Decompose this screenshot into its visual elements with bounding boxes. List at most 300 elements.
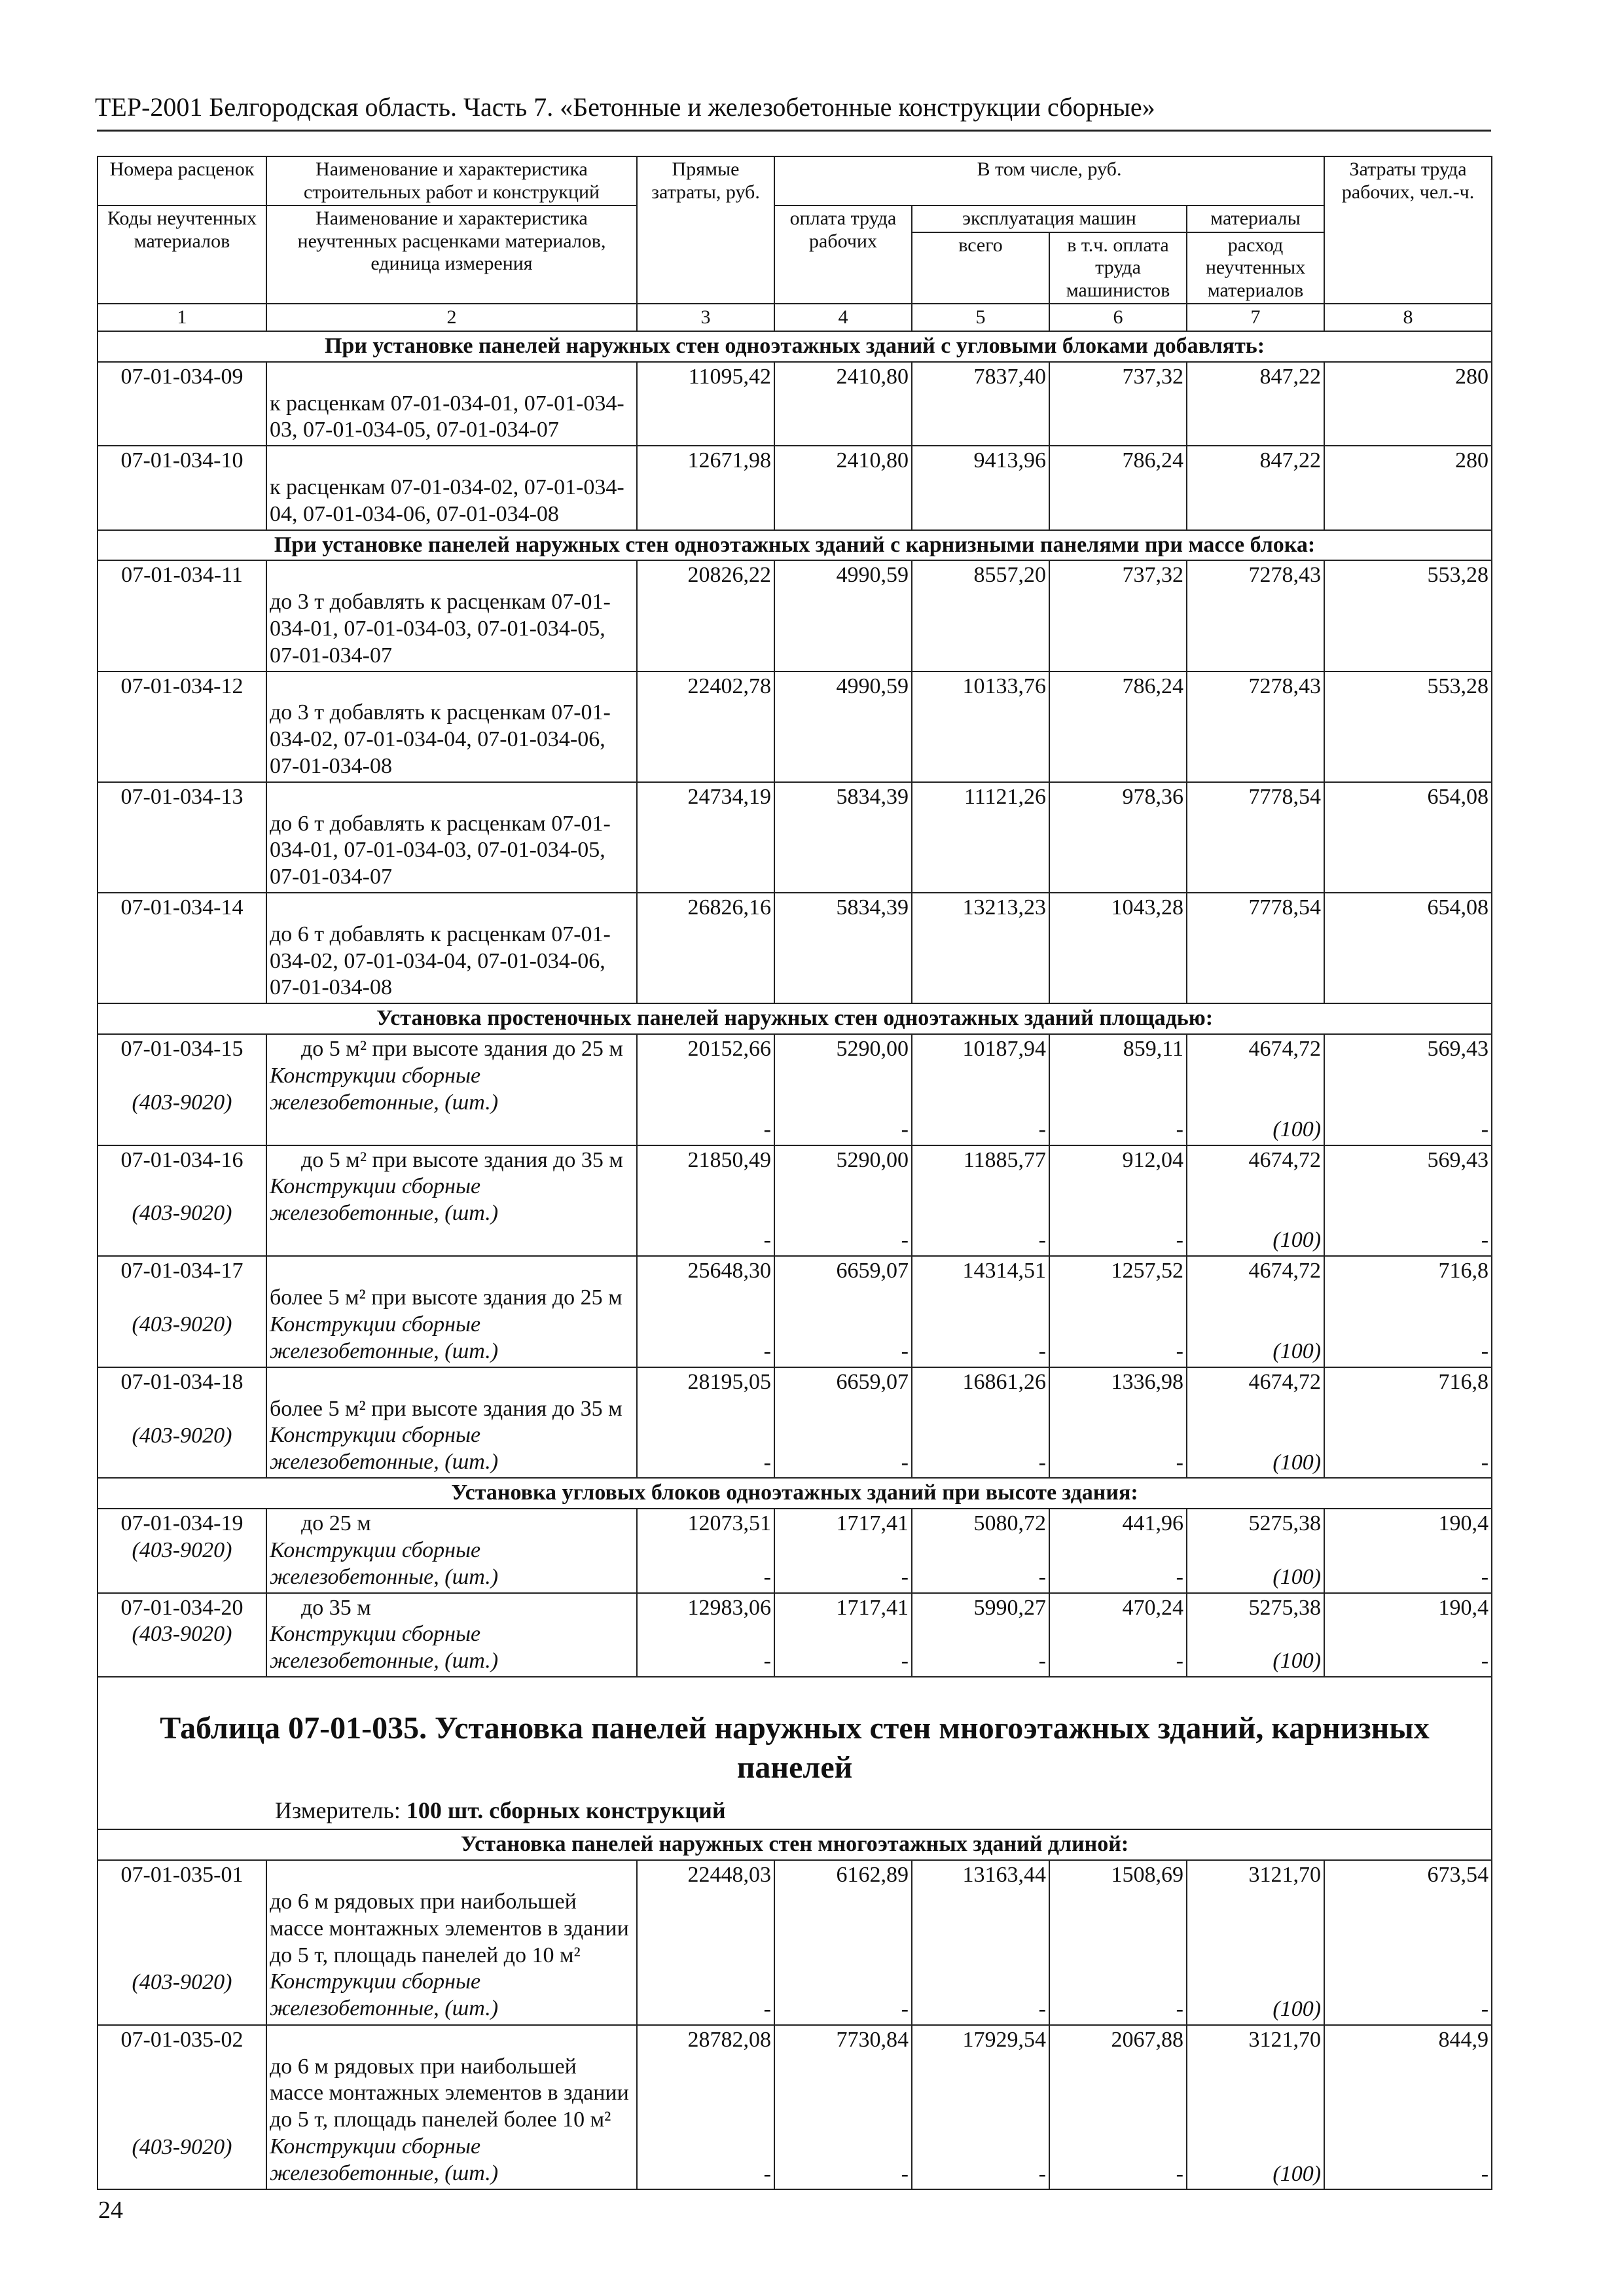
line-spacer bbox=[640, 1537, 771, 1564]
material-value: - bbox=[763, 1450, 771, 1475]
value-cell bbox=[1187, 672, 1324, 782]
col1-header-top: Номера расценок bbox=[98, 156, 266, 206]
rate-value: 9413,96 bbox=[973, 448, 1046, 473]
line-spacer bbox=[915, 1889, 1046, 1996]
page-number: 24 bbox=[98, 2197, 123, 2224]
material-value: (100) bbox=[1272, 1228, 1322, 1253]
value-cell bbox=[1187, 1509, 1324, 1593]
value-cell bbox=[774, 1509, 912, 1593]
value-cell bbox=[637, 1256, 774, 1367]
value-cell bbox=[637, 782, 774, 893]
line-spacer bbox=[1053, 1889, 1183, 1996]
value-cell bbox=[1049, 2025, 1187, 2190]
rate-row bbox=[98, 1860, 1492, 2025]
table-title-row bbox=[98, 1677, 1492, 1829]
rate-value: 4674,72 bbox=[1248, 1369, 1322, 1394]
rate-name: до 3 т добавлять к расценкам 07-01-034-02, 07-01-034-04, 07-01-034-06, 07-01-034-08 bbox=[270, 700, 611, 778]
value-cell bbox=[637, 446, 774, 529]
value-cell bbox=[1324, 893, 1492, 1003]
section-heading-row bbox=[98, 331, 1492, 362]
rate-value: 7778,54 bbox=[1248, 895, 1322, 920]
material-value: - bbox=[1038, 1338, 1046, 1363]
section-heading-row bbox=[98, 1003, 1492, 1034]
rate-name-cell bbox=[266, 1509, 637, 1593]
material-name: Конструкции сборные железобетонные, (шт.) bbox=[270, 1537, 499, 1589]
rate-code: 07-01-034-10 bbox=[120, 448, 244, 473]
material-value: (100) bbox=[1272, 2161, 1322, 2186]
material-name: Конструкции сборные железобетонные, (шт.) bbox=[270, 1063, 499, 1115]
col8-header: Затраты труда рабочих, чел.-ч. bbox=[1324, 156, 1492, 304]
rate-value: 280 bbox=[1455, 448, 1489, 473]
rate-value: 5990,27 bbox=[973, 1595, 1046, 1620]
line-spacer bbox=[1327, 1621, 1489, 1648]
rate-name: до 5 м² при высоте здания до 35 м bbox=[301, 1147, 623, 1172]
rate-code: 07-01-034-16 bbox=[120, 1147, 244, 1172]
value-cell bbox=[1187, 782, 1324, 893]
line-spacer bbox=[1053, 2054, 1183, 2161]
rate-value: 6659,07 bbox=[836, 1369, 909, 1394]
line-spacer bbox=[640, 1889, 771, 1996]
value-cell bbox=[1324, 782, 1492, 893]
rate-value: 16861,26 bbox=[962, 1369, 1046, 1394]
rate-row bbox=[98, 672, 1492, 782]
line-spacer bbox=[1190, 1889, 1321, 1996]
rate-code: 07-01-034-12 bbox=[120, 673, 244, 698]
material-value: - bbox=[901, 1117, 909, 1141]
value-cell bbox=[637, 1860, 774, 2025]
material-value: - bbox=[1038, 1117, 1046, 1141]
material-value: - bbox=[1176, 1117, 1183, 1141]
col6-header: в т.ч. оплата труда машинистов bbox=[1049, 232, 1187, 304]
measure-unit bbox=[98, 1793, 1491, 1829]
line-spacer bbox=[101, 1285, 263, 1312]
material-value: - bbox=[1038, 1228, 1046, 1253]
rate-value: 11121,26 bbox=[964, 784, 1046, 809]
value-cell bbox=[912, 1034, 1049, 1145]
rate-code-cell bbox=[98, 1256, 266, 1367]
rate-value: 5834,39 bbox=[836, 895, 909, 920]
rate-name: до 25 м bbox=[301, 1511, 371, 1536]
rate-name-cell bbox=[266, 893, 637, 1003]
rate-name-cell bbox=[266, 362, 637, 446]
header-divider bbox=[97, 130, 1491, 132]
rate-value: 737,32 bbox=[1122, 563, 1183, 588]
material-code: (403-9020) bbox=[132, 1537, 232, 1562]
line-spacer bbox=[915, 1174, 1046, 1227]
rate-value: 470,24 bbox=[1122, 1595, 1183, 1620]
line-spacer bbox=[1327, 1174, 1489, 1227]
rate-value: 20152,66 bbox=[687, 1036, 771, 1061]
rate-name-cell bbox=[266, 1145, 637, 1257]
material-value: - bbox=[1481, 1997, 1489, 2022]
rate-name-cell bbox=[266, 1034, 637, 1145]
value-cell bbox=[637, 362, 774, 446]
col1-header-bottom: Коды неучтенных материалов bbox=[98, 206, 266, 304]
rates-table bbox=[97, 156, 1492, 2190]
line-spacer bbox=[915, 1621, 1046, 1648]
col-number: 4 bbox=[774, 304, 912, 331]
rate-code: 07-01-035-02 bbox=[120, 2027, 244, 2052]
line-spacer bbox=[1190, 1285, 1321, 1338]
value-cell bbox=[1049, 893, 1187, 1003]
section-heading: Установка панелей наружных стен многоэтажных зданий длиной: bbox=[98, 1829, 1492, 1860]
material-value: - bbox=[1481, 1450, 1489, 1475]
line-spacer bbox=[778, 1889, 909, 1996]
rate-value: 673,54 bbox=[1427, 1863, 1489, 1888]
rate-value: 654,08 bbox=[1427, 895, 1489, 920]
rate-value: 786,24 bbox=[1122, 448, 1183, 473]
line-spacer bbox=[1190, 1396, 1321, 1450]
rate-code: 07-01-034-13 bbox=[120, 784, 244, 809]
value-cell bbox=[774, 1860, 912, 2025]
value-cell bbox=[1049, 1145, 1187, 1257]
rate-value: 28782,08 bbox=[687, 2027, 771, 2052]
value-cell bbox=[912, 1367, 1049, 1479]
material-value: - bbox=[901, 1450, 909, 1475]
line-spacer bbox=[1327, 1889, 1489, 1996]
col3-header: Прямые затраты, руб. bbox=[637, 156, 774, 304]
value-cell bbox=[1049, 1367, 1187, 1479]
material-value: - bbox=[1176, 1228, 1183, 1253]
material-value: (100) bbox=[1272, 1338, 1322, 1363]
rate-value: 1717,41 bbox=[836, 1511, 909, 1536]
line-spacer bbox=[1053, 1285, 1183, 1338]
rate-value: 13213,23 bbox=[962, 895, 1046, 920]
rate-name-cell bbox=[266, 782, 637, 893]
line-spacer bbox=[101, 1174, 263, 1200]
value-cell bbox=[1324, 1367, 1492, 1479]
material-code: (403-9020) bbox=[132, 1423, 232, 1448]
material-code: (403-9020) bbox=[132, 1970, 232, 1995]
line-spacer bbox=[101, 2054, 263, 2134]
material-value: - bbox=[1038, 1997, 1046, 2022]
value-cell bbox=[1049, 1509, 1187, 1593]
rate-code: 07-01-034-20 bbox=[120, 1595, 244, 1620]
rate-value: 569,43 bbox=[1427, 1036, 1489, 1061]
col4-header: оплата труда рабочих bbox=[774, 206, 912, 304]
material-code: (403-9020) bbox=[132, 1622, 232, 1647]
col-number: 5 bbox=[912, 304, 1049, 331]
material-value: - bbox=[1176, 1338, 1183, 1363]
material-value: - bbox=[1176, 1649, 1183, 1674]
material-value: - bbox=[901, 1649, 909, 1674]
group-header: В том числе, руб. bbox=[774, 156, 1324, 206]
material-value: - bbox=[1176, 1450, 1183, 1475]
rate-value: 5275,38 bbox=[1248, 1595, 1322, 1620]
rate-value: 6162,89 bbox=[836, 1863, 909, 1888]
rate-code-cell bbox=[98, 782, 266, 893]
value-cell bbox=[912, 560, 1049, 671]
value-cell bbox=[637, 560, 774, 671]
value-cell bbox=[774, 1367, 912, 1479]
table-title-cell bbox=[98, 1677, 1492, 1829]
line-spacer bbox=[1190, 1537, 1321, 1564]
rate-code-cell bbox=[98, 672, 266, 782]
value-cell bbox=[1324, 1860, 1492, 2025]
rate-row bbox=[98, 1034, 1492, 1145]
line-spacer bbox=[640, 1174, 771, 1227]
value-cell bbox=[912, 1860, 1049, 2025]
table-header-row-1 bbox=[98, 156, 1492, 206]
col-number: 8 bbox=[1324, 304, 1492, 331]
rate-value: 14314,51 bbox=[962, 1259, 1046, 1283]
material-name: Конструкции сборные железобетонные, (шт.) bbox=[270, 2134, 499, 2185]
value-cell bbox=[1324, 1509, 1492, 1593]
section-heading: Установка простеночных панелей наружных стен одноэтажных зданий площадью: bbox=[98, 1003, 1492, 1034]
rate-value: 4990,59 bbox=[836, 673, 909, 698]
rate-row bbox=[98, 446, 1492, 529]
material-value: - bbox=[901, 1228, 909, 1253]
value-cell bbox=[637, 1367, 774, 1479]
line-spacer bbox=[1190, 1174, 1321, 1227]
rate-name-cell bbox=[266, 1593, 637, 1677]
rate-value: 2067,88 bbox=[1111, 2027, 1183, 2052]
rate-value: 11095,42 bbox=[688, 364, 771, 389]
line-spacer bbox=[915, 1285, 1046, 1338]
line-spacer bbox=[1053, 1174, 1183, 1227]
rate-value: 5275,38 bbox=[1248, 1511, 1322, 1536]
value-cell bbox=[637, 893, 774, 1003]
line-spacer bbox=[1053, 1396, 1183, 1450]
rate-value: 441,96 bbox=[1122, 1511, 1183, 1536]
line-spacer bbox=[640, 1396, 771, 1450]
value-cell bbox=[637, 1593, 774, 1677]
rate-value: 22448,03 bbox=[687, 1863, 771, 1888]
rate-value: 847,22 bbox=[1259, 364, 1322, 389]
rate-value: 4674,72 bbox=[1248, 1147, 1322, 1172]
line-spacer bbox=[101, 1889, 263, 1969]
rate-value: 7837,40 bbox=[973, 364, 1046, 389]
rate-name-cell bbox=[266, 1367, 637, 1479]
material-value: (100) bbox=[1272, 1450, 1322, 1475]
section-heading: При установке панелей наружных стен одноэтажных зданий с угловыми блоками добавлять: bbox=[98, 331, 1492, 362]
value-cell bbox=[774, 893, 912, 1003]
rate-name-cell bbox=[266, 1860, 637, 2025]
value-cell bbox=[1324, 1145, 1492, 1257]
material-value: - bbox=[1038, 1649, 1046, 1674]
rate-value: 26826,16 bbox=[687, 895, 771, 920]
value-cell bbox=[1049, 782, 1187, 893]
value-cell bbox=[1324, 672, 1492, 782]
col-number: 2 bbox=[266, 304, 637, 331]
rate-row bbox=[98, 1593, 1492, 1677]
rate-value: 5290,00 bbox=[836, 1036, 909, 1061]
value-cell bbox=[912, 1509, 1049, 1593]
rate-value: 654,08 bbox=[1427, 784, 1489, 809]
rate-code: 07-01-034-17 bbox=[120, 1259, 244, 1283]
line-spacer bbox=[1327, 2054, 1489, 2161]
material-value: - bbox=[1481, 1338, 1489, 1363]
rate-code: 07-01-034-14 bbox=[120, 895, 244, 920]
rate-value: 1336,98 bbox=[1111, 1369, 1183, 1394]
rate-value: 859,11 bbox=[1123, 1036, 1183, 1061]
value-cell bbox=[637, 1509, 774, 1593]
material-value: - bbox=[1481, 1649, 1489, 1674]
measure-value: 100 шт. сборных конструкций bbox=[406, 1797, 726, 1824]
rate-name: до 6 т добавлять к расценкам 07-01-034-02, 07-01-034-04, 07-01-034-06, 07-01-034-08 bbox=[270, 922, 611, 1000]
material-value: - bbox=[763, 1338, 771, 1363]
value-cell bbox=[1187, 1593, 1324, 1677]
value-cell bbox=[637, 672, 774, 782]
line-spacer bbox=[640, 1063, 771, 1117]
page-header-title: ТЕР-2001 Белгородская область. Часть 7. «Бетонные и железобетонные конструкции сборные» bbox=[95, 92, 1155, 122]
line-spacer bbox=[915, 1063, 1046, 1117]
value-cell bbox=[774, 1145, 912, 1257]
rate-name-cell bbox=[266, 672, 637, 782]
rate-value: 912,04 bbox=[1122, 1147, 1183, 1172]
value-cell bbox=[912, 446, 1049, 529]
rate-value: 12671,98 bbox=[687, 448, 771, 473]
value-cell bbox=[1324, 1256, 1492, 1367]
value-cell bbox=[774, 672, 912, 782]
value-cell bbox=[1187, 1034, 1324, 1145]
line-spacer bbox=[101, 1396, 263, 1423]
value-cell bbox=[912, 782, 1049, 893]
value-cell bbox=[1324, 560, 1492, 671]
value-cell bbox=[1187, 362, 1324, 446]
value-cell bbox=[774, 1034, 912, 1145]
rate-code-cell bbox=[98, 1034, 266, 1145]
material-value: - bbox=[763, 1997, 771, 2022]
col-number: 1 bbox=[98, 304, 266, 331]
rate-value: 7278,43 bbox=[1248, 673, 1322, 698]
value-cell bbox=[912, 1593, 1049, 1677]
material-value: - bbox=[1176, 1997, 1183, 2022]
rate-value: 716,8 bbox=[1438, 1259, 1489, 1283]
col7-header: расход неучтенных материалов bbox=[1187, 232, 1324, 304]
rate-name: более 5 м² при высоте здания до 25 м bbox=[270, 1285, 623, 1310]
rate-value: 20826,22 bbox=[687, 563, 771, 588]
rate-value: 280 bbox=[1455, 364, 1489, 389]
value-cell bbox=[912, 362, 1049, 446]
value-cell bbox=[774, 1593, 912, 1677]
rate-name: до 6 м рядовых при наибольшей массе монтажных элементов в здании до 5 т, площадь панелей более 10 м² bbox=[270, 2054, 629, 2132]
rate-value: 7278,43 bbox=[1248, 563, 1322, 588]
line-spacer bbox=[778, 2054, 909, 2161]
material-value: (100) bbox=[1272, 1649, 1322, 1674]
material-value: (100) bbox=[1272, 1117, 1322, 1141]
value-cell bbox=[774, 782, 912, 893]
rate-name-cell bbox=[266, 446, 637, 529]
material-name: Конструкции сборные железобетонные, (шт.) bbox=[270, 1174, 499, 1226]
value-cell bbox=[1187, 2025, 1324, 2190]
value-cell bbox=[774, 560, 912, 671]
rate-row bbox=[98, 362, 1492, 446]
rate-value: 4674,72 bbox=[1248, 1036, 1322, 1061]
value-cell bbox=[1187, 1367, 1324, 1479]
value-cell bbox=[774, 2025, 912, 2190]
rate-row bbox=[98, 1509, 1492, 1593]
material-value: - bbox=[763, 1228, 771, 1253]
line-spacer bbox=[778, 1621, 909, 1648]
line-spacer bbox=[1327, 1396, 1489, 1450]
table-title: Таблица 07-01-035. Установка панелей наружных стен многоэтажных зданий, карнизных панелей bbox=[160, 1711, 1430, 1785]
rate-name: до 5 м² при высоте здания до 25 м bbox=[301, 1036, 623, 1061]
rate-value: 3121,70 bbox=[1248, 1863, 1322, 1888]
material-name: Конструкции сборные железобетонные, (шт.) bbox=[270, 1312, 499, 1363]
rate-row bbox=[98, 560, 1492, 671]
rate-code-cell bbox=[98, 446, 266, 529]
value-cell bbox=[1049, 1593, 1187, 1677]
measure-label: Измеритель: bbox=[275, 1797, 406, 1824]
rate-value: 6659,07 bbox=[836, 1259, 909, 1283]
line-spacer bbox=[778, 1174, 909, 1227]
rate-row bbox=[98, 782, 1492, 893]
rate-value: 12983,06 bbox=[687, 1595, 771, 1620]
section-heading: Установка угловых блоков одноэтажных зданий при высоте здания: bbox=[98, 1478, 1492, 1509]
value-cell bbox=[912, 2025, 1049, 2190]
value-cell bbox=[1049, 672, 1187, 782]
rate-code: 07-01-034-15 bbox=[120, 1036, 244, 1061]
line-spacer bbox=[1190, 2054, 1321, 2161]
rate-value: 1508,69 bbox=[1111, 1863, 1183, 1888]
material-name: Конструкции сборные железобетонные, (шт.) bbox=[270, 1969, 499, 2021]
value-cell bbox=[912, 672, 1049, 782]
rate-value: 4990,59 bbox=[836, 563, 909, 588]
value-cell bbox=[774, 1256, 912, 1367]
rate-value: 17929,54 bbox=[962, 2027, 1046, 2052]
rate-code-cell bbox=[98, 1145, 266, 1257]
col2-header-top: Наименование и характеристика строительных работ и конструкций bbox=[266, 156, 637, 206]
material-value: - bbox=[763, 1649, 771, 1674]
rate-value: 7778,54 bbox=[1248, 784, 1322, 809]
rate-value: 1257,52 bbox=[1111, 1259, 1183, 1283]
rate-code: 07-01-034-19 bbox=[120, 1511, 244, 1536]
rate-code: 07-01-034-09 bbox=[120, 364, 244, 389]
material-value: - bbox=[1481, 1117, 1489, 1141]
materials-header: материалы bbox=[1187, 206, 1324, 232]
value-cell bbox=[912, 1145, 1049, 1257]
rate-code-cell bbox=[98, 2025, 266, 2190]
material-value: - bbox=[901, 1338, 909, 1363]
rate-name: более 5 м² при высоте здания до 35 м bbox=[270, 1396, 623, 1421]
rate-value: 28195,05 bbox=[687, 1369, 771, 1394]
section-heading-row bbox=[98, 530, 1492, 561]
material-code: (403-9020) bbox=[132, 1090, 232, 1115]
rate-value: 3121,70 bbox=[1248, 2027, 1322, 2052]
material-value: (100) bbox=[1272, 1997, 1322, 2022]
line-spacer bbox=[640, 2054, 771, 2161]
rate-code-cell bbox=[98, 1593, 266, 1677]
rate-name: до 6 м рядовых при наибольшей массе монтажных элементов в здании до 5 т, площадь панелей до 10 м² bbox=[270, 1890, 629, 1967]
material-code: (403-9020) bbox=[132, 1312, 232, 1336]
rate-code-cell bbox=[98, 893, 266, 1003]
value-cell bbox=[1187, 1860, 1324, 2025]
value-cell bbox=[1049, 446, 1187, 529]
rate-value: 7730,84 bbox=[836, 2027, 909, 2052]
value-cell bbox=[1049, 362, 1187, 446]
rate-value: 8557,20 bbox=[973, 563, 1046, 588]
material-value: - bbox=[1481, 1228, 1489, 1253]
rate-value: 1717,41 bbox=[836, 1595, 909, 1620]
line-spacer bbox=[778, 1285, 909, 1338]
value-cell bbox=[1324, 362, 1492, 446]
line-spacer bbox=[101, 1063, 263, 1090]
rate-code-cell bbox=[98, 1509, 266, 1593]
line-spacer bbox=[640, 1285, 771, 1338]
table-header-row-2 bbox=[98, 206, 1492, 232]
rate-name: до 3 т добавлять к расценкам 07-01-034-01, 07-01-034-03, 07-01-034-05, 07-01-034-07 bbox=[270, 590, 611, 668]
rate-value: 553,28 bbox=[1427, 563, 1489, 588]
rate-row bbox=[98, 1256, 1492, 1367]
rate-value: 844,9 bbox=[1438, 2027, 1489, 2052]
value-cell bbox=[1324, 2025, 1492, 2190]
value-cell bbox=[1324, 1593, 1492, 1677]
material-value: - bbox=[901, 1564, 909, 1589]
material-value: - bbox=[1038, 2161, 1046, 2186]
rate-value: 847,22 bbox=[1259, 448, 1322, 473]
material-name: Конструкции сборные железобетонные, (шт.) bbox=[270, 1622, 499, 1674]
